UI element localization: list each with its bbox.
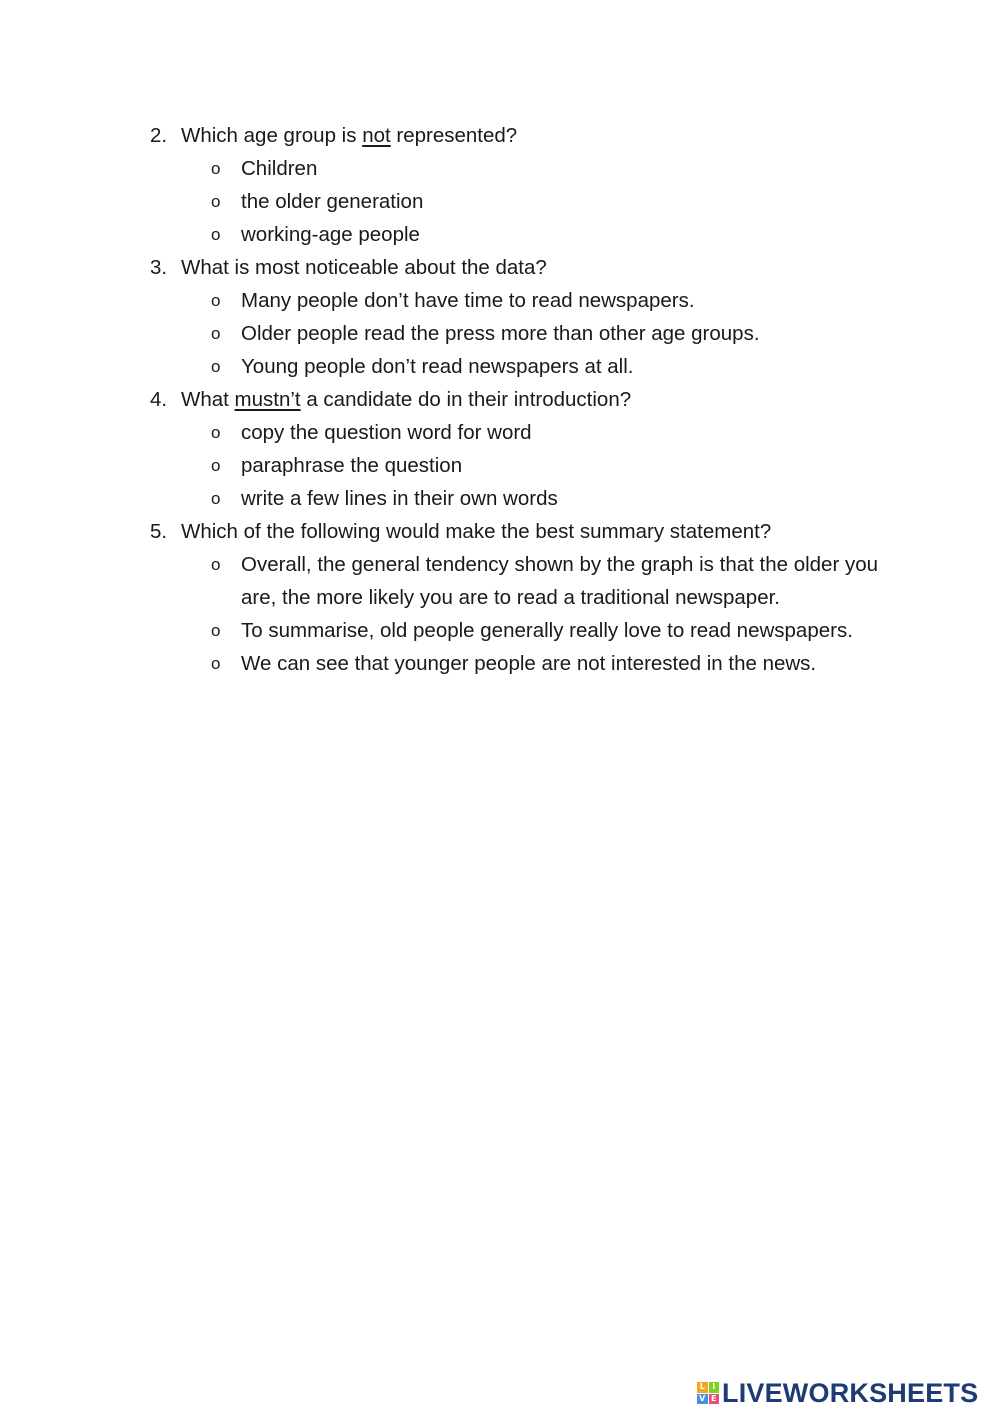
question-item (150, 515, 910, 680)
question-list (150, 119, 910, 680)
option-text: write a few lines in their own words (241, 487, 558, 510)
option-text: working-age people (241, 223, 420, 246)
question-item (150, 251, 910, 383)
question-number: 5. (150, 520, 168, 543)
option-text: Many people don’t have time to read newspapers. (241, 289, 695, 312)
option-item[interactable] (181, 185, 910, 218)
option-item[interactable] (181, 317, 910, 350)
option-item[interactable] (181, 284, 910, 317)
option-bullet-icon: o (211, 456, 221, 475)
option-text: Older people read the press more than other age groups. (241, 322, 760, 345)
question-item (150, 119, 910, 251)
logo-mark-icon (697, 1382, 719, 1404)
question-emphasis: not (362, 124, 391, 147)
logo-mark-letter: V (697, 1394, 708, 1405)
option-bullet-icon: o (211, 621, 221, 640)
question-text-end: represented? (390, 124, 518, 147)
question-text-start: What (181, 388, 235, 411)
option-item[interactable] (181, 416, 910, 449)
question-text-end: a candidate do in their introduction? (300, 388, 632, 411)
option-item[interactable] (181, 614, 910, 647)
option-item[interactable] (181, 449, 910, 482)
option-bullet-icon: o (211, 159, 221, 178)
option-bullet-icon: o (211, 654, 221, 673)
logo-text: LIVEWORKSHEETS (722, 1377, 979, 1408)
option-item[interactable] (181, 548, 910, 614)
option-item[interactable] (181, 350, 910, 383)
question-number: 2. (150, 124, 168, 147)
liveworksheets-logo (697, 1377, 978, 1409)
option-text: paraphrase the question (241, 454, 463, 477)
option-bullet-icon: o (211, 324, 221, 343)
option-text: Overall, the general tendency shown by the graph is that the older you are, the more likely you are to read a traditional newspaper. (241, 553, 879, 609)
question-number: 3. (150, 256, 168, 279)
option-bullet-icon: o (211, 291, 221, 310)
option-list (181, 548, 910, 680)
option-item[interactable] (181, 218, 910, 251)
option-text: To summarise, old people generally really love to read newspapers. (241, 619, 853, 642)
option-text: Young people don’t read newspapers at all. (241, 355, 634, 378)
option-text: Children (241, 157, 318, 180)
option-list (181, 284, 910, 383)
option-text: We can see that younger people are not interested in the news. (241, 652, 817, 675)
question-text-start: Which age group is (181, 124, 363, 147)
option-bullet-icon: o (211, 357, 221, 376)
logo-mark-letter: I (709, 1382, 720, 1393)
question-text: What is most noticeable about the data? (181, 256, 547, 279)
logo-mark-letter: E (709, 1394, 720, 1405)
question-text (181, 124, 517, 147)
option-item[interactable] (181, 647, 910, 680)
option-bullet-icon: o (211, 192, 221, 211)
question-text: Which of the following would make the best summary statement? (181, 520, 772, 543)
option-bullet-icon: o (211, 225, 221, 244)
option-bullet-icon: o (211, 423, 221, 442)
option-text: copy the question word for word (241, 421, 532, 444)
question-item (150, 383, 910, 515)
option-bullet-icon: o (211, 555, 221, 574)
question-emphasis: mustn’t (234, 388, 301, 411)
option-list (181, 152, 910, 251)
option-text: the older generation (241, 190, 424, 213)
option-item[interactable] (181, 482, 910, 515)
question-text (181, 388, 631, 411)
question-number: 4. (150, 388, 168, 411)
option-bullet-icon: o (211, 489, 221, 508)
option-item[interactable] (181, 152, 910, 185)
logo-mark-letter: L (697, 1382, 708, 1393)
option-list (181, 416, 910, 515)
